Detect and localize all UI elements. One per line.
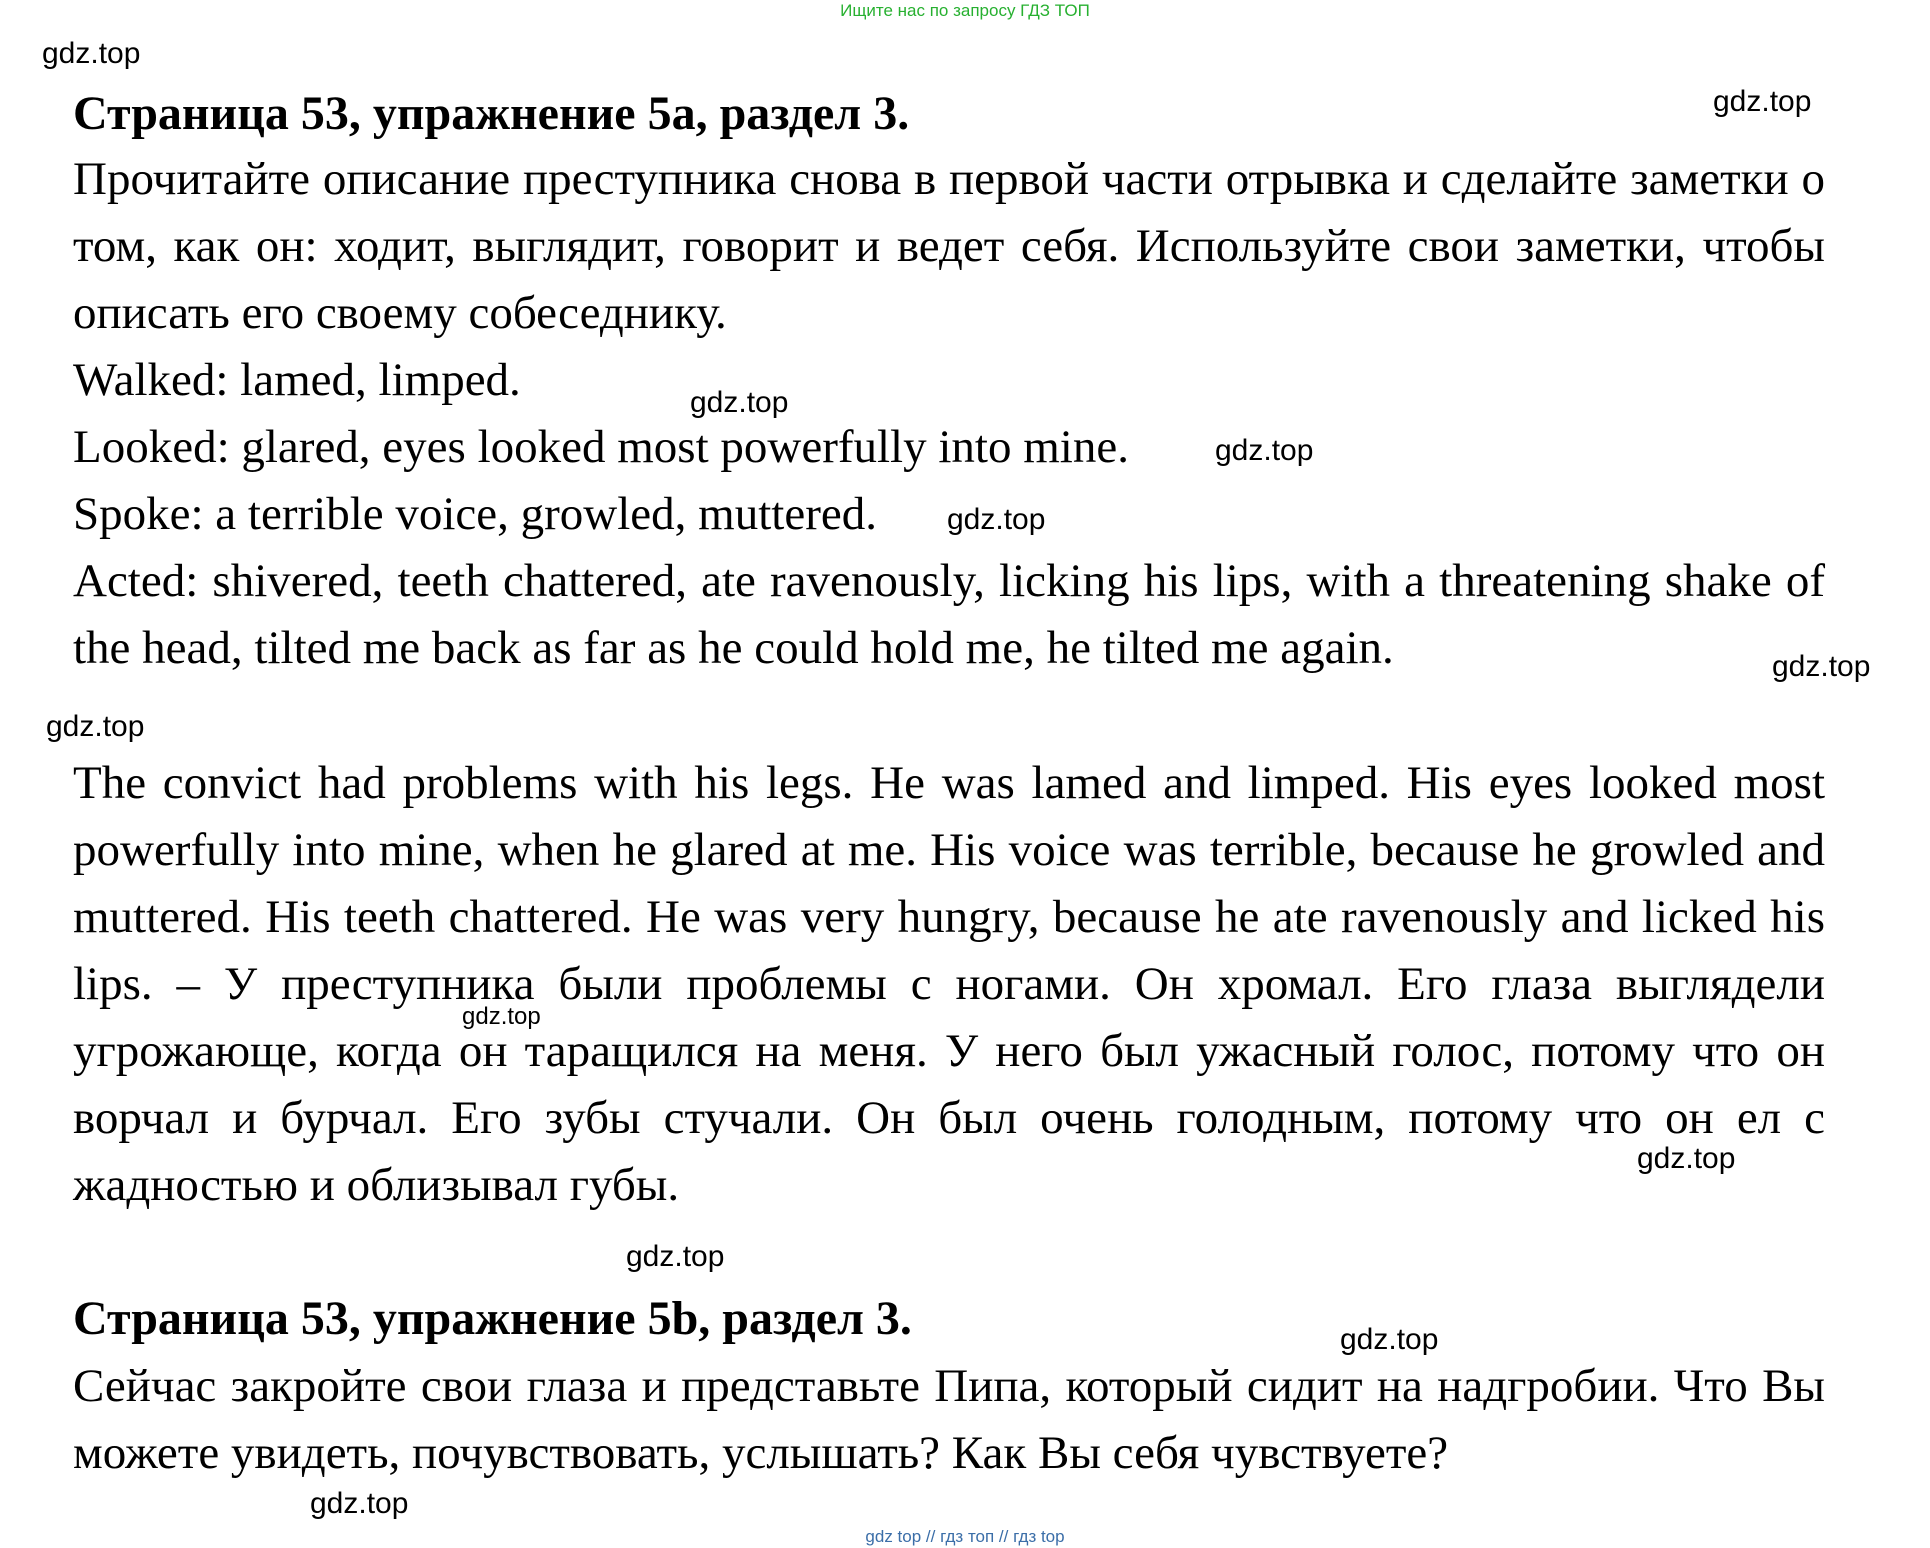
section-5b-heading: Страница 53, упражнение 5b, раздел 3.: [73, 1292, 912, 1345]
section-5a: [73, 86, 1825, 142]
section-5a-task-block: [73, 146, 1825, 347]
bottom-banner: gdz top // гдз топ // гдз top: [865, 1527, 1065, 1546]
answer-text: The convict had problems with his legs. He was lamed and limped. His eyes looked most powerfully into mine, when he glared at me. His voice was terrible, because he growled and muttered. His teeth chattered. He was very hungry, because he ate ravenously and licked his lips. – У преступника были проблемы с ногами. Он хромал. Его глаза выглядели угрожающе, когда он таращился на меня. У него был ужасный голос, потому что он ворчал и бурчал. Его зубы стучали. Он был очень голодным, потому что он ел с жадностью и облизывал губы.: [73, 757, 1825, 1211]
section-5a-heading: Страница 53, упражнение 5a, раздел 3.: [73, 87, 910, 140]
note-acted: Acted: shivered, teeth chattered, ate ravenously, licking his lips, with a threatening shake of the head, tilted me back as far as he could hold me, he tilted me again.: [73, 555, 1825, 674]
watermark: gdz.top: [947, 503, 1046, 536]
watermark: gdz.top: [1772, 650, 1871, 683]
watermark: gdz.top: [42, 37, 141, 70]
watermark: gdz.top: [462, 1003, 541, 1030]
section-5b-task-block: [73, 1353, 1825, 1487]
section-5b: [73, 1291, 1825, 1347]
watermark: gdz.top: [690, 386, 789, 419]
answer-block: [73, 750, 1825, 1219]
watermark: gdz.top: [310, 1487, 409, 1520]
watermark: gdz.top: [626, 1240, 725, 1273]
watermark: gdz.top: [1637, 1142, 1736, 1175]
section-5b-task: Сейчас закройте свои глаза и представьте Пипа, который сидит на надгробии. Что Вы можете увидеть, почувствовать, услышать? Как Вы себя чувствуете?: [73, 1360, 1825, 1479]
watermark: gdz.top: [1713, 85, 1812, 118]
watermark: gdz.top: [46, 710, 145, 743]
section-5a-task: Прочитайте описание преступника снова в первой части отрывка и сделайте заметки о том, как он: ходит, выглядит, говорит и ведет себя. Используйте свои заметки, чтобы описать его своему собеседнику.: [73, 153, 1825, 339]
note-spoke: Spoke: a terrible voice, growled, muttered.: [73, 488, 877, 540]
note-looked: Looked: glared, eyes looked most powerfully into mine.: [73, 421, 1129, 473]
top-banner: Ищите нас по запросу ГДЗ ТОП: [840, 1, 1090, 20]
watermark: gdz.top: [1340, 1323, 1439, 1356]
watermark: gdz.top: [1215, 434, 1314, 467]
note-walked: Walked: lamed, limped.: [73, 354, 521, 406]
